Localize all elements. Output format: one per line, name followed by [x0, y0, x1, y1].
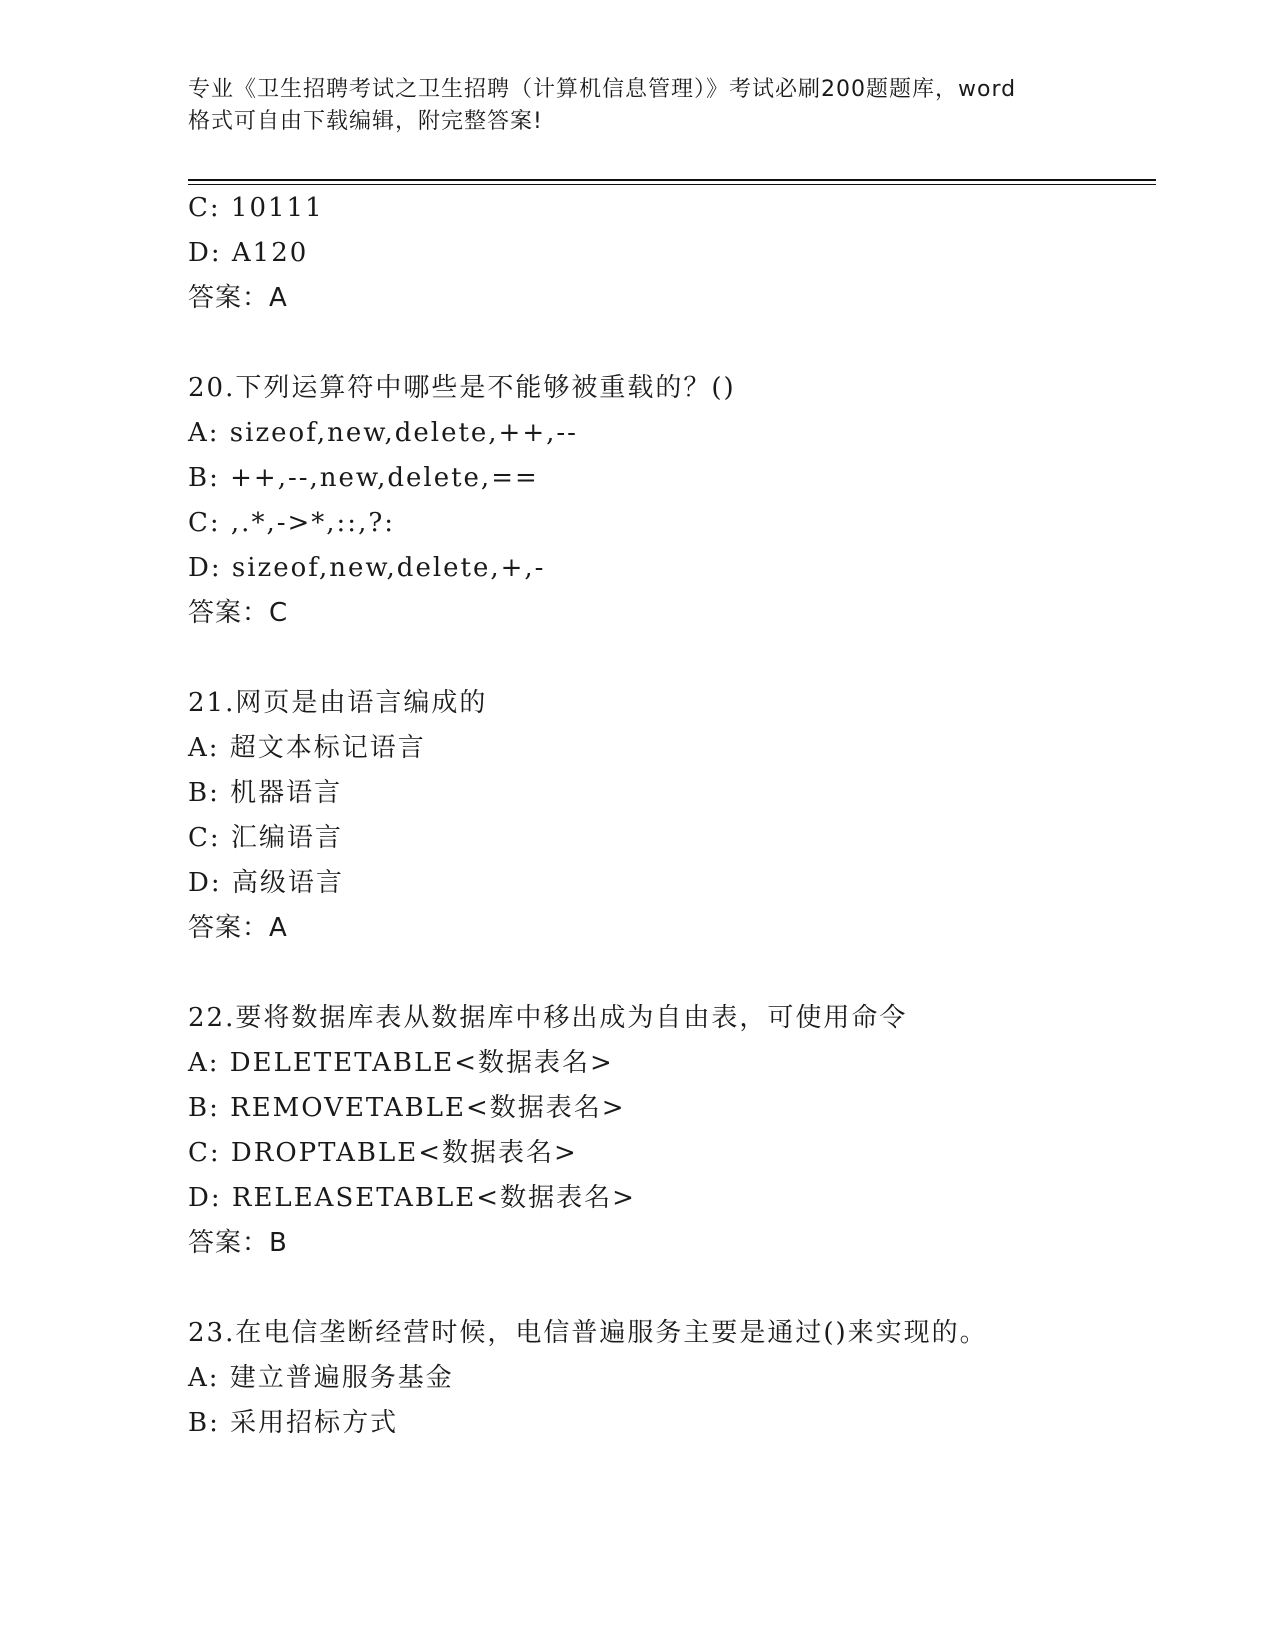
document-header — [188, 74, 1088, 138]
q19-option-d: D: A120 — [188, 238, 309, 268]
q22-answer: 答案：B — [188, 1228, 288, 1258]
q20-option-c: C: ,.*,->*,::,?: — [188, 508, 396, 538]
q22-option-c: C: DROPTABLE<数据表名> — [188, 1138, 578, 1168]
q21-option-b: B: 机器语言 — [188, 778, 343, 808]
header-divider-thin — [188, 184, 1156, 185]
q22-option-a: A: DELETETABLE<数据表名> — [188, 1048, 614, 1078]
q20-answer: 答案：C — [188, 598, 289, 628]
q19-option-c: C: 10111 — [188, 193, 324, 223]
header-line-2: 格式可自由下载编辑，附完整答案! — [188, 109, 543, 134]
q19-answer: 答案：A — [188, 283, 288, 313]
q23-question: 23.在电信垄断经营时候，电信普遍服务主要是通过()来实现的。 — [188, 1318, 988, 1348]
q21-question: 21.网页是由语言编成的 — [188, 688, 488, 718]
header-line-1: 专业《卫生招聘考试之卫生招聘（计算机信息管理）》考试必刷200题题库，word — [188, 77, 1017, 102]
q20-option-d: D: sizeof,new,delete,+,- — [188, 553, 546, 583]
q21-option-c: C: 汇编语言 — [188, 823, 343, 853]
q23-option-b: B: 采用招标方式 — [188, 1408, 399, 1438]
q20-option-a: A: sizeof,new,delete,++,-- — [188, 418, 578, 448]
q22-option-b: B: REMOVETABLE<数据表名> — [188, 1093, 626, 1123]
header-divider-thick — [188, 179, 1156, 181]
q22-option-d: D: RELEASETABLE<数据表名> — [188, 1183, 636, 1213]
q21-answer: 答案：A — [188, 913, 288, 943]
q21-option-a: A: 超文本标记语言 — [188, 733, 426, 763]
q21-option-d: D: 高级语言 — [188, 868, 344, 898]
q23-option-a: A: 建立普遍服务基金 — [188, 1363, 454, 1393]
q22-question: 22.要将数据库表从数据库中移出成为自由表，可使用命令 — [188, 1003, 908, 1033]
q20-option-b: B: ++,--,new,delete,== — [188, 463, 539, 493]
q20-question: 20.下列运算符中哪些是不能够被重载的？() — [188, 373, 736, 403]
